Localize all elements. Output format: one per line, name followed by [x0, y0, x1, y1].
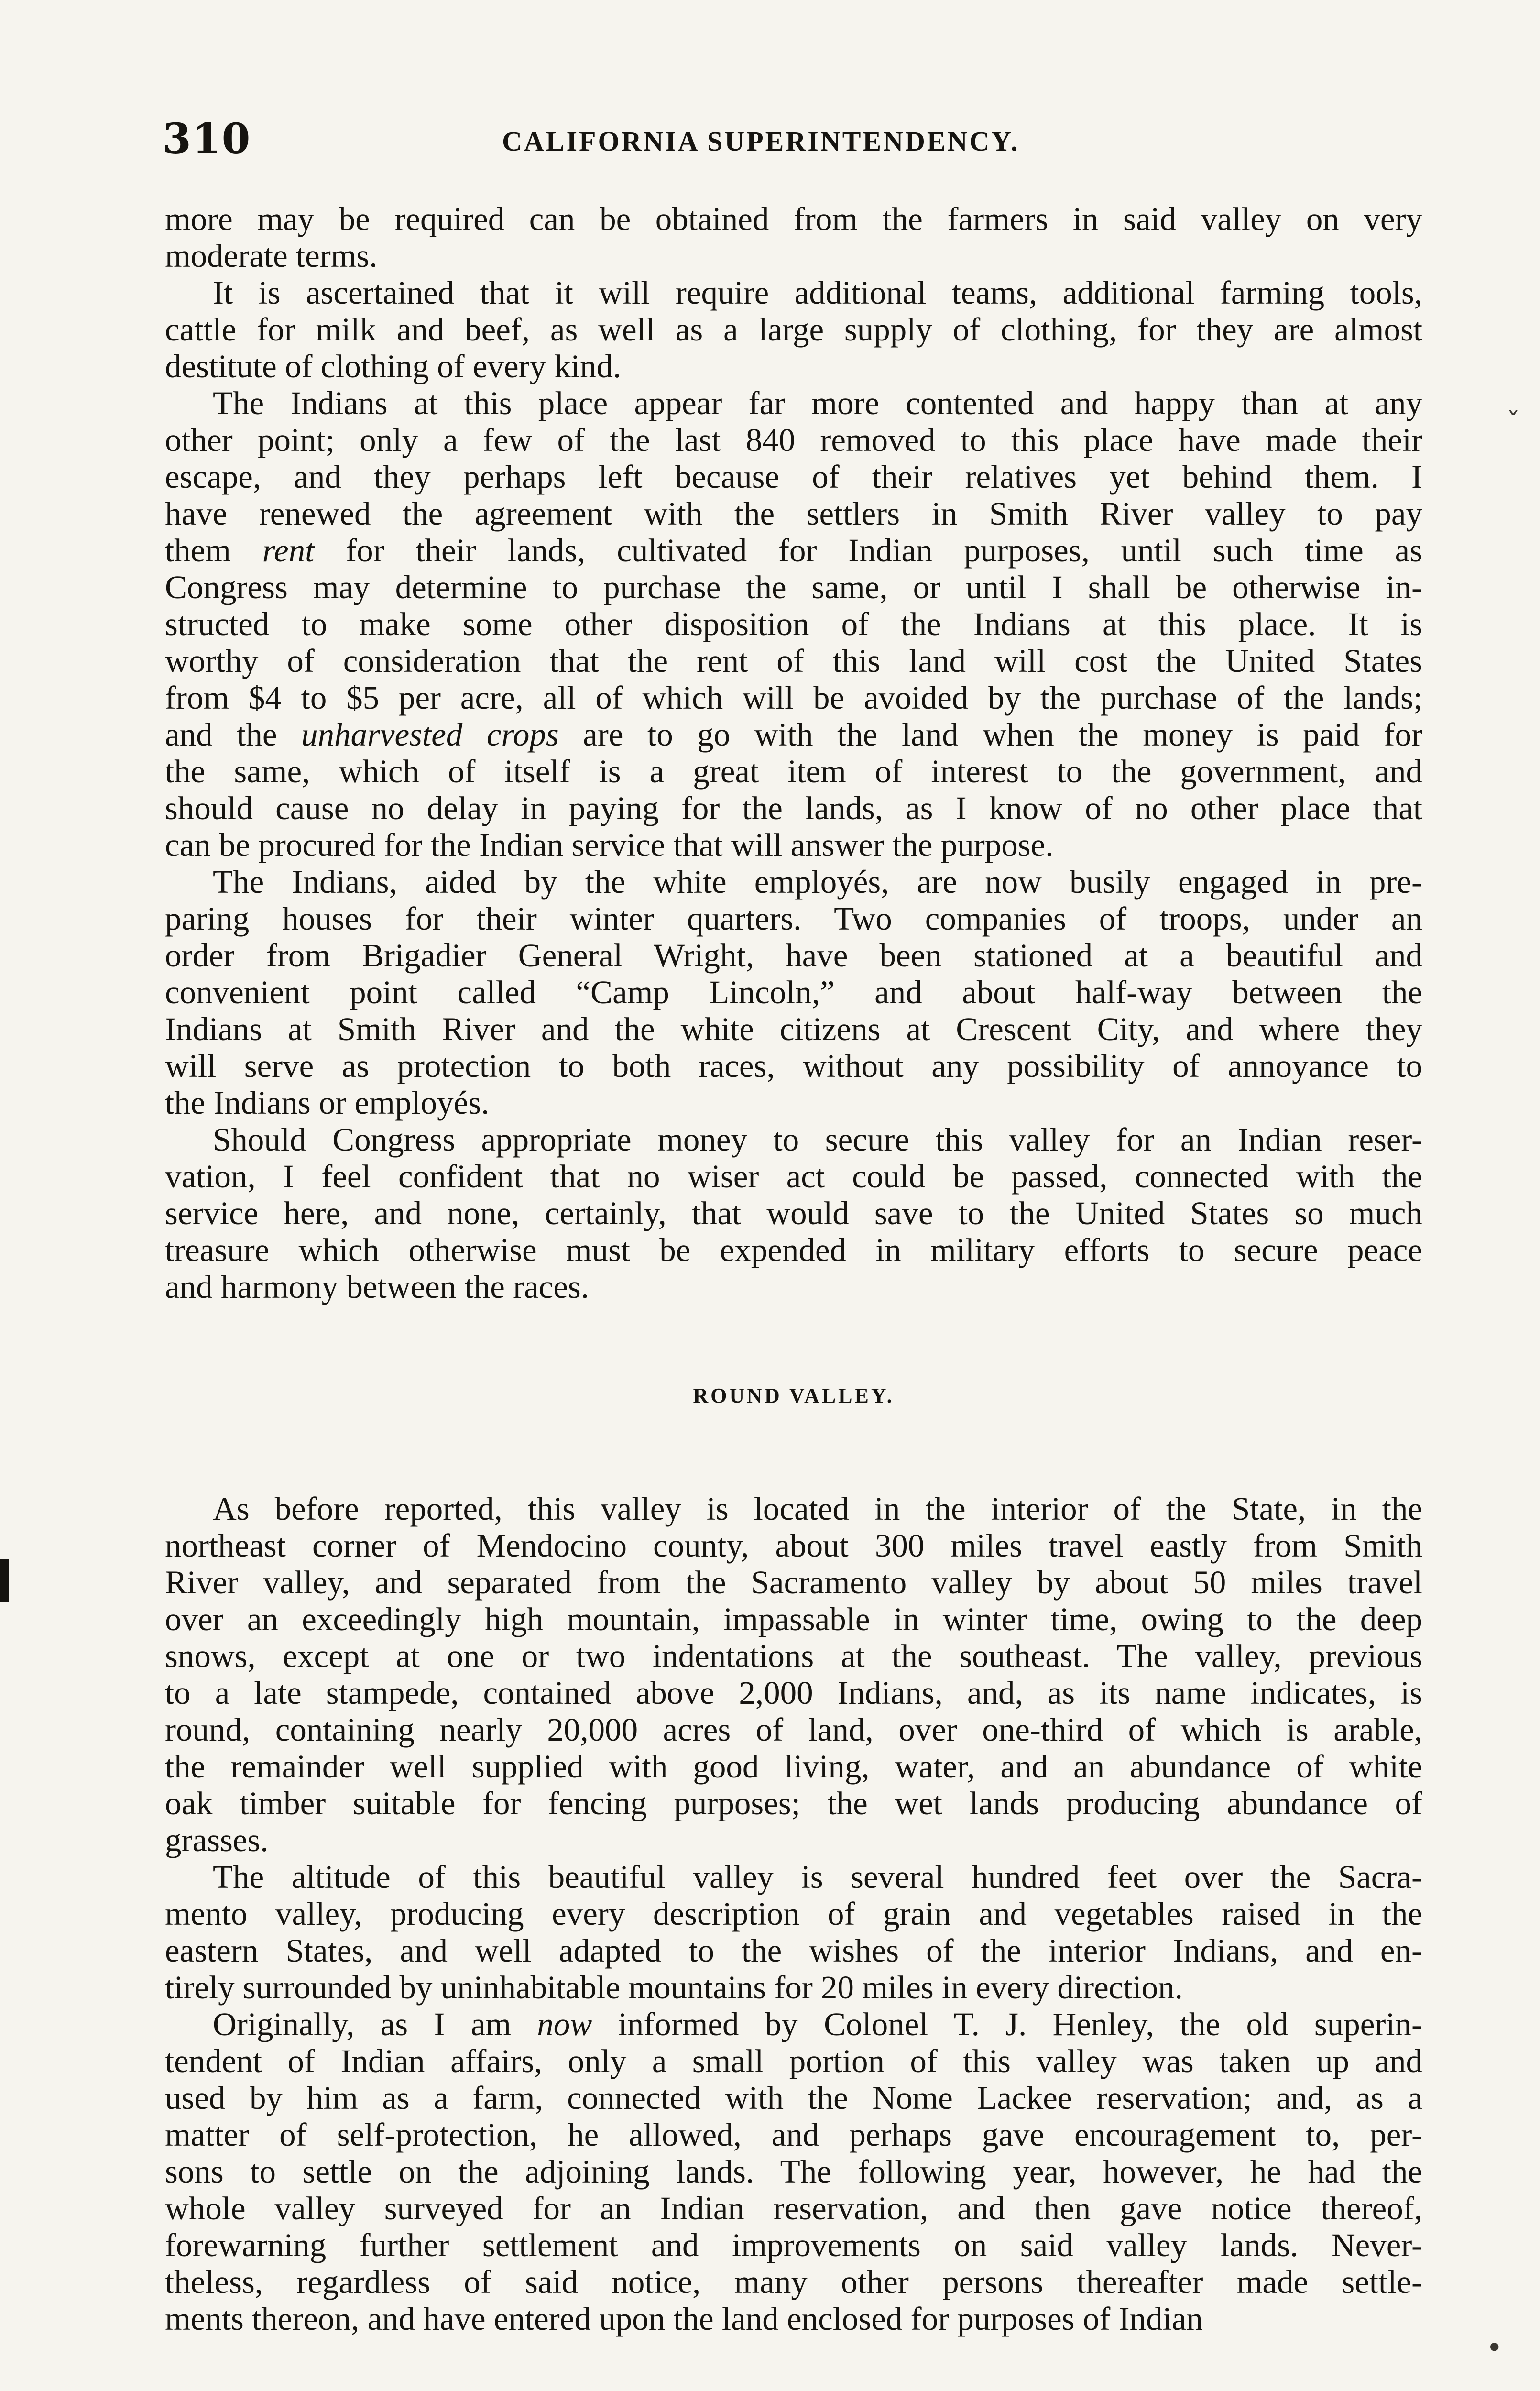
text-line: oak timber suitable for fencing purposes; the wet lands producing abundance of — [165, 1785, 1422, 1821]
text-line: moderate terms. — [165, 238, 378, 274]
text-line: The altitude of this beautiful valley is several hundred feet over the Sacra- — [213, 1859, 1422, 1895]
paragraph — [165, 385, 1422, 864]
section-round-valley — [165, 1491, 1422, 2337]
body-text — [165, 201, 1422, 2337]
text-line: have renewed the agreement with the settlers in Smith River valley to pay — [165, 495, 1422, 532]
text-line: can be procured for the Indian service that will answer the purpose. — [165, 827, 1054, 863]
text-line: order from Brigadier General Wright, have been stationed at a beautiful and — [165, 937, 1422, 974]
margin-mark: • — [1486, 2331, 1503, 2365]
paragraph — [165, 274, 1422, 385]
text-line: will serve as protection to both races, without any possibility of annoyance to — [165, 1048, 1422, 1084]
running-head — [163, 115, 1425, 172]
page-edge-mark — [0, 1559, 9, 1602]
section-smith-river — [165, 201, 1422, 1305]
text-line: River valley, and separated from the Sacramento valley by about 50 miles travel — [165, 1564, 1422, 1601]
text-line: vation, I feel confident that no wiser act could be passed, connected with the — [165, 1158, 1422, 1195]
text-line: them rent for their lands, cultivated for Indian purposes, until such time as — [165, 532, 1422, 569]
text-line: Indians at Smith River and the white citizens at Crescent City, and where they — [165, 1011, 1422, 1047]
margin-mark: ˇ — [1506, 406, 1520, 440]
text-line: the remainder well supplied with good living, water, and an abundance of white — [165, 1748, 1422, 1785]
text-line: convenient point called “Camp Lincoln,” and about half-way between the — [165, 974, 1422, 1010]
text-line: round, containing nearly 20,000 acres of land, over one-third of which is arable, — [165, 1711, 1422, 1748]
text-line: mento valley, producing every description of grain and vegetables raised in the — [165, 1896, 1422, 1932]
paragraph — [165, 1859, 1422, 2006]
text-line: from $4 to $5 per acre, all of which will be avoided by the purchase of the lands; — [165, 680, 1422, 716]
text-line: eastern States, and well adapted to the wishes of the interior Indians, and en- — [165, 1932, 1422, 1969]
text-line: snows, except at one or two indentations at the southeast. The valley, previous — [165, 1638, 1422, 1674]
text-line: theless, regardless of said notice, many other persons thereafter made settle- — [165, 2264, 1422, 2300]
text-line: tirely surrounded by uninhabitable mountains for 20 miles in every direction. — [165, 1969, 1183, 2006]
text-line: paring houses for their winter quarters. Two companies of troops, under an — [165, 900, 1422, 937]
text-line: the Indians or employés. — [165, 1085, 490, 1121]
text-line: and the unharvested crops are to go with the land when the money is paid for — [165, 716, 1423, 753]
text-line: cattle for milk and beef, as well as a large supply of clothing, for they are almost — [165, 311, 1422, 348]
text-line: worthy of consideration that the rent of this land will cost the United States — [165, 643, 1422, 679]
paragraph — [165, 1121, 1422, 1305]
text-line: Congress may determine to purchase the same, or until I shall be otherwise in- — [165, 569, 1422, 605]
text-line: more may be required can be obtained from the farmers in said valley on very — [165, 201, 1422, 237]
text-line: Should Congress appropriate money to secure this valley for an Indian reser- — [213, 1121, 1422, 1158]
paragraph — [165, 201, 1422, 274]
text-line: Originally, as I am now informed by Colonel T. J. Henley, the old superin- — [213, 2006, 1422, 2042]
text-line: escape, and they perhaps left because of their relatives yet behind them. I — [165, 459, 1422, 495]
text-line: forewarning further settlement and improvements on said valley lands. Never- — [165, 2227, 1422, 2263]
text-line: It is ascertained that it will require additional teams, additional farming tools, — [213, 274, 1422, 311]
text-line: northeast corner of Mendocino county, about 300 miles travel eastly from Smith — [165, 1527, 1422, 1564]
text-line: treasure which otherwise must be expended in military efforts to secure peace — [165, 1232, 1422, 1268]
page-number: 310 — [163, 115, 251, 163]
text-line: whole valley surveyed for an Indian reservation, and then gave notice thereof, — [165, 2190, 1422, 2226]
text-line: to a late stampede, contained above 2,000 Indians, and, as its name indicates, is — [165, 1675, 1422, 1711]
text-line: grasses. — [165, 1822, 269, 1858]
text-line: service here, and none, certainly, that would save to the United States so much — [165, 1195, 1422, 1231]
running-head-title: CALIFORNIA SUPERINTENDENCY. — [502, 126, 1020, 157]
text-line: other point; only a few of the last 840 removed to this place have made their — [165, 422, 1422, 458]
paragraph — [165, 864, 1422, 1121]
text-line: sons to settle on the adjoining lands. The following year, however, he had the — [165, 2153, 1422, 2190]
text-line: destitute of clothing of every kind. — [165, 348, 622, 384]
text-line: structed to make some other disposition of the Indians at this place. It is — [165, 606, 1422, 642]
paragraph — [165, 1491, 1422, 1859]
text-line: The Indians at this place appear far more contented and happy than at any — [213, 385, 1422, 421]
text-line: used by him as a farm, connected with the Nome Lackee reservation; and, as a — [165, 2080, 1422, 2116]
text-line: and harmony between the races. — [165, 1269, 590, 1305]
paragraph — [165, 2006, 1422, 2337]
text-line: over an exceedingly high mountain, impassable in winter time, owing to the deep — [165, 1601, 1422, 1637]
text-line: ments thereon, and have entered upon the land enclosed for purposes of Indian — [165, 2301, 1203, 2337]
text-line: should cause no delay in paying for the lands, as I know of no other place that — [165, 790, 1422, 826]
text-line: tendent of Indian affairs, only a small portion of this valley was taken up and — [165, 2043, 1422, 2079]
text-line: the same, which of itself is a great item of interest to the government, and — [165, 753, 1422, 790]
text-line: matter of self-protection, he allowed, and perhaps gave encouragement to, per- — [165, 2117, 1422, 2153]
text-line: As before reported, this valley is located in the interior of the State, in the — [213, 1491, 1422, 1527]
section-heading-round-valley: ROUND VALLEY. — [693, 1384, 895, 1407]
text-line: The Indians, aided by the white employés, are now busily engaged in pre- — [213, 864, 1422, 900]
